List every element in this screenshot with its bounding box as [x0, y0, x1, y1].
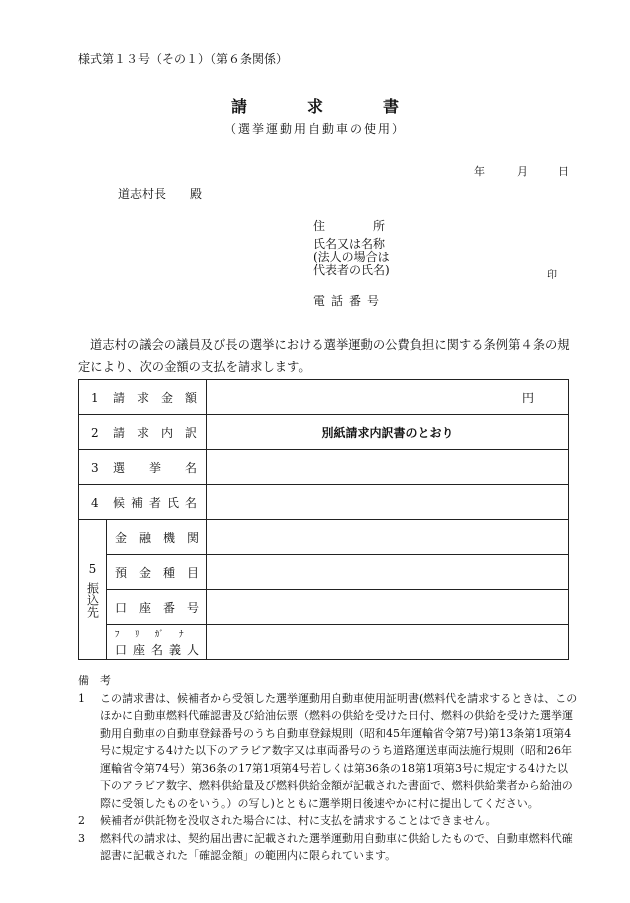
row-number: 3 [91, 460, 99, 475]
transfer-value-cell[interactable] [207, 625, 569, 660]
remark-note [78, 690, 578, 813]
remark-note [78, 830, 578, 865]
row-value-cell[interactable] [207, 485, 569, 520]
furigana-label: ﾌﾘｶﾞﾅ [115, 630, 199, 640]
transfer-item-label: 金融機関 [115, 530, 199, 545]
row-number: 1 [91, 390, 99, 405]
transfer-row [79, 520, 569, 555]
remark-note [78, 812, 578, 830]
remarks-section [78, 672, 578, 865]
row-label: 選挙名 [113, 460, 197, 475]
transfer-item-label: 口座番号 [115, 600, 199, 615]
row-label-cell [79, 485, 207, 520]
transfer-label-cell [107, 520, 207, 555]
table-row [79, 415, 569, 450]
remark-text: この請求書は、候補者から受領した選挙運動用自動車使用証明書(燃料代を請求するときは、このほかに自動車燃料代確認書及び給油伝票（燃料の供給を受けた日付、燃料の供給を受けた選挙運動用自動車の自動車登録番号のうち自動車登録規則（昭和45年運輸省令第7号)第13条第1項第4号に規定する4けた以下のアラビア数字又は車両番号のうち道路運送車両法施行規則（昭和26年運輸省令第74号）第36条の17第1項第4号若しくは第36条の18第1項第3号に規定する4けた以下のアラビア数字、燃料供給量及び燃料供給金額が記載された書面で、燃料供給業者から給油の際に受領したものをいう。）の写し)とともに選挙期日後速やかに村に提出してください。 [100, 691, 578, 810]
row-value: 円 [521, 390, 534, 405]
seal-mark: 印 [547, 270, 557, 281]
addressee: 道志村長 殿 [118, 187, 203, 201]
corporate-note-label: (法人の場合は [313, 250, 390, 264]
representative-label: 代表者の氏名) [313, 263, 390, 277]
transfer-number: 5 [88, 561, 97, 576]
transfer-row [79, 625, 569, 660]
transfer-item-label: 口座名義人 [115, 643, 199, 657]
remarks-heading: 備 考 [78, 674, 111, 687]
form-number: 様式第１３号（その１）（第６条関係） [78, 52, 289, 66]
transfer-value-cell[interactable] [207, 555, 569, 590]
phone-label: 電話番号 [313, 294, 386, 308]
row-value-cell[interactable] [207, 450, 569, 485]
transfer-item-label: 預金種目 [115, 565, 199, 580]
row-number: 4 [91, 495, 99, 510]
table-row [79, 380, 569, 415]
remark-number: 3 [78, 831, 85, 845]
row-label: 請求内訳 [113, 425, 197, 440]
row-value: 別紙請求内訳書のとおり [321, 425, 454, 440]
date-day: 日 [558, 165, 569, 178]
transfer-value-cell[interactable] [207, 520, 569, 555]
date-month: 月 [517, 165, 528, 178]
transfer-row [79, 590, 569, 625]
transfer-header-cell [79, 520, 107, 660]
name-label-block [313, 238, 390, 277]
row-label: 請求金額 [113, 390, 197, 405]
row-label-cell [79, 415, 207, 450]
request-statement: 道志村の議会の議員及び長の選挙における選挙運動の公費負担に関する条例第４条の規定により、次の金額の支払を請求します。 [78, 338, 570, 374]
claim-table [78, 379, 569, 660]
remark-number: 2 [78, 814, 85, 827]
transfer-label-cell [107, 590, 207, 625]
row-label-cell [79, 450, 207, 485]
document-title: 請求書 [230, 97, 459, 116]
table-row [79, 485, 569, 520]
remark-text: 燃料代の請求は、契約届出書に記載された選挙運動用自動車に供給したもので、自動車燃料代確認書に記載された「確認金額」の範囲内に限られています。 [100, 831, 573, 862]
document-subtitle: （選挙運動用自動車の使用） [223, 122, 406, 136]
remarks-notes [78, 690, 578, 865]
date-line [474, 163, 569, 179]
remark-text: 候補者が供託物を没収された場合には、村に支払を請求することはできません。 [100, 814, 497, 827]
row-value-cell[interactable] [207, 380, 569, 415]
row-label-cell [79, 380, 207, 415]
date-year: 年 [474, 165, 485, 178]
transfer-label: 振込先 [85, 581, 100, 618]
address-label: 住 所 [313, 219, 386, 233]
row-value-cell[interactable] [207, 415, 569, 450]
transfer-value-cell[interactable] [207, 590, 569, 625]
row-number: 2 [91, 425, 99, 440]
name-label: 氏名又は名称 [313, 237, 386, 251]
row-label: 候補者氏名 [113, 495, 197, 510]
transfer-row [79, 555, 569, 590]
table-row [79, 450, 569, 485]
transfer-label-cell [107, 555, 207, 590]
remark-number: 1 [78, 691, 85, 705]
transfer-label-cell [107, 625, 207, 660]
